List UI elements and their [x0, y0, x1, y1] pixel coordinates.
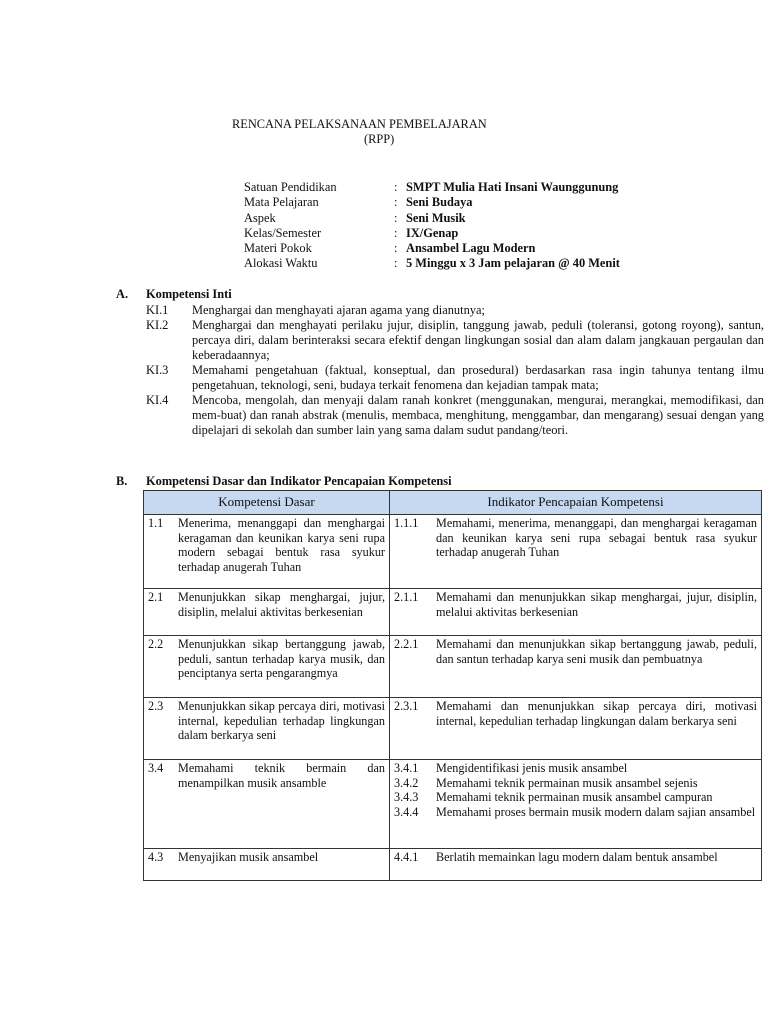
list-item — [146, 393, 764, 438]
info-colon: : — [394, 180, 398, 194]
info-row — [244, 211, 764, 226]
indicator-number: 1.1.1 — [394, 516, 419, 530]
indicator-cell — [390, 849, 762, 881]
ki-text: Menghargai dan menghayati perilaku jujur, disiplin, tanggung jawab, peduli (toleransi, gotong royong), santun, percaya diri, dalam berinteraksi secara efektif dengan lingkungan sosial dan alam dalam jangkauan pergaulan dan keberadaannya; — [192, 318, 764, 362]
table-row — [144, 760, 762, 849]
section-letter: A. — [116, 287, 129, 301]
kd-number: 3.4 — [148, 761, 164, 775]
indicator-text: Memahami teknik permainan musik ansambel campuran — [436, 790, 713, 804]
indicator-text: Memahami dan menunjukkan sikap bertanggung jawab, peduli, dan santun terhadap karya seni musik dan pembuatnya — [436, 637, 757, 666]
indicator-cell — [390, 515, 762, 589]
ki-text: Menghargai dan menghayati ajaran agama yang dianutnya; — [192, 303, 485, 317]
table-row — [144, 515, 762, 589]
kd-number: 2.3 — [148, 699, 164, 713]
table-row — [144, 849, 762, 881]
title-line-2: (RPP) — [364, 132, 395, 146]
info-colon: : — [394, 195, 398, 210]
table-header-row — [144, 491, 762, 515]
indicator-cell — [390, 698, 762, 760]
table-row — [144, 636, 762, 698]
kd-cell — [144, 515, 390, 589]
title-line-1: RENCANA PELAKSANAAN PEMBELAJARAN — [232, 117, 487, 131]
kd-number: 4.3 — [148, 850, 164, 864]
indicator-text: Berlatih memainkan lagu modern dalam bentuk ansambel — [436, 850, 718, 864]
indicator-cell — [390, 636, 762, 698]
kd-text: Menerima, menanggapi dan menghargai keragaman dan keunikan karya seni rupa modern sebagai bentuk rasa syukur terhadap anugerah Tuhan — [178, 516, 385, 574]
indicator-text: Mengidentifikasi jenis musik ansambel — [436, 761, 628, 775]
info-label: Kelas/Semester — [244, 225, 322, 240]
indicator-cell — [390, 589, 762, 636]
info-value: 5 Minggu x 3 Jam pelajaran @ 40 Menit — [406, 256, 620, 271]
info-label: Satuan Pendidikan — [244, 180, 337, 194]
indicator-number: 2.1.1 — [394, 590, 419, 604]
info-value: Seni Budaya — [406, 195, 473, 210]
column-header: Indikator Pencapaian Kompetensi — [390, 491, 762, 515]
info-value: SMPT Mulia Hati Insani Waunggunung — [406, 180, 619, 194]
ki-code: KI.4 — [146, 393, 169, 407]
indicator-text: Memahami dan menunjukkan sikap percaya diri, motivasi internal, kepedulian terhadap lingkungan dalam berkarya seni — [436, 699, 757, 728]
indicator-number: 2.2.1 — [394, 637, 419, 651]
info-colon: : — [394, 256, 398, 271]
info-value: IX/Genap — [406, 225, 459, 240]
info-label: Aspek — [244, 210, 276, 225]
identity-block — [244, 180, 764, 272]
info-label: Alokasi Waktu — [244, 256, 318, 271]
kd-text: Menyajikan musik ansambel — [178, 850, 319, 864]
kd-number: 2.2 — [148, 637, 164, 651]
info-row — [244, 195, 764, 210]
table-row — [144, 698, 762, 760]
kd-cell — [144, 589, 390, 636]
indicator-text: Memahami, menerima, menanggapi, dan menghargai keragaman dan keunikan karya seni rupa sebagai bentuk rasa syukur terhadap anugerah Tuhan — [436, 516, 757, 559]
kd-number: 1.1 — [148, 516, 164, 530]
indicator-text: Memahami proses bermain musik modern dalam sajian ansambel — [436, 804, 756, 819]
kd-cell — [144, 698, 390, 760]
info-label: Mata Pelajaran — [244, 195, 319, 210]
column-header: Kompetensi Dasar — [144, 491, 390, 515]
info-row — [244, 226, 764, 241]
table-row — [144, 589, 762, 636]
kd-cell — [144, 849, 390, 881]
info-row — [244, 256, 764, 271]
kd-text: Menunjukkan sikap bertanggung jawab, peduli, santun terhadap karya musik, dan penciptanya serta pengarangmya — [178, 637, 385, 680]
indicator-cell — [390, 760, 762, 849]
ki-code: KI.3 — [146, 363, 169, 377]
competency-table — [143, 490, 762, 881]
ki-code: KI.1 — [146, 303, 169, 317]
kompetensi-inti-list — [146, 303, 764, 438]
indicator-number: 2.3.1 — [394, 699, 419, 713]
section-title: Kompetensi Dasar dan Indikator Pencapaian Kompetensi — [146, 474, 452, 488]
kd-text: Menunjukkan sikap menghargai, jujur, disiplin, melalui aktivitas berkesenian — [178, 590, 385, 619]
info-row — [244, 241, 764, 256]
list-item — [146, 318, 764, 363]
indicator-text: Memahami teknik permainan musik ansambel sejenis — [436, 775, 698, 790]
indicator-number: 3.4.4 — [394, 804, 419, 819]
ki-text: Memahami pengetahuan (faktual, konseptual, dan prosedural) berdasarkan rasa ingin tahunya tentang ilmu pengetahuan, teknologi, seni, budaya terkait fenomena dan kejadian tampak mata; — [192, 363, 764, 392]
section-title: Kompetensi Inti — [146, 287, 232, 301]
ki-code: KI.2 — [146, 318, 169, 332]
info-colon: : — [394, 225, 398, 240]
kd-text: Memahami teknik bermain dan menampilkan musik ansamble — [178, 761, 385, 790]
info-row — [244, 180, 764, 195]
ki-text: Mencoba, mengolah, dan menyaji dalam ranah konkret (menggunakan, mengurai, merangkai, memodifikasi, dan mem-buat) dan ranah abstrak (menulis, membaca, menghitung, menggambar, dan mengarang) sesuai dengan yang dipelajari di sekolah dan sumber lain yang sama dalam sudut pandang/teori. — [192, 393, 764, 437]
info-colon: : — [394, 241, 398, 256]
info-value: Ansambel Lagu Modern — [406, 241, 536, 256]
section-heading-kompetensi-dasar — [116, 474, 452, 489]
list-item — [146, 303, 764, 318]
info-value: Seni Musik — [406, 210, 466, 225]
kd-number: 2.1 — [148, 590, 164, 604]
info-colon: : — [394, 210, 398, 225]
kd-cell — [144, 636, 390, 698]
indicator-number: 3.4.3 — [394, 790, 419, 804]
indicator-number: 3.4.2 — [394, 775, 419, 790]
indicator-text: Memahami dan menunjukkan sikap menghargai, jujur, disiplin, melalui aktivitas berkesenian — [436, 590, 757, 619]
kd-text: Menunjukkan sikap percaya diri, motivasi internal, kepedulian terhadap lingkungan dalam berkarya seni — [178, 699, 385, 742]
section-letter: B. — [116, 474, 128, 488]
indicator-number: 4.4.1 — [394, 850, 419, 864]
kd-cell — [144, 760, 390, 849]
info-label: Materi Pokok — [244, 241, 312, 256]
indicator-number: 3.4.1 — [394, 761, 419, 775]
list-item — [146, 363, 764, 393]
section-heading-kompetensi-inti — [116, 287, 232, 302]
